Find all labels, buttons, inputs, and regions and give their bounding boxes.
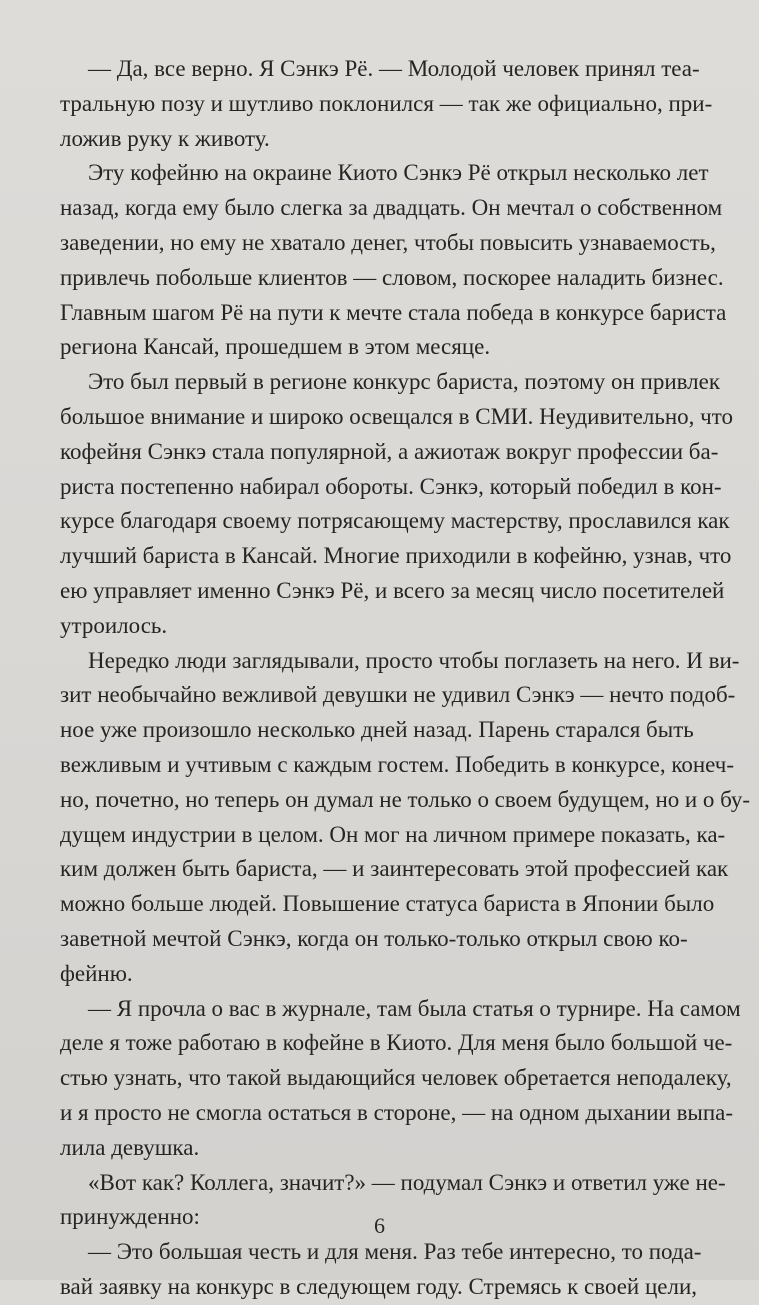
text-line: фейню.	[60, 960, 133, 986]
text-line: Нередко люди заглядывали, просто чтобы поглазеть на него. И ви-	[88, 647, 740, 673]
paragraph	[60, 156, 750, 365]
page-number: 6	[374, 1213, 385, 1238]
text-line: вежливым и учтивым с каждым гостем. Победить в конкурсе, конеч-	[60, 751, 734, 777]
text-line: региона Кансай, прошедшем в этом месяце.	[60, 334, 491, 360]
text-line: принужденно:	[60, 1204, 200, 1230]
text-line: Главным шагом Рё на пути к мечте стала победа в конкурсе бариста	[60, 299, 727, 325]
text-line: стью узнать, что такой выдающийся человек обретается неподалеку,	[60, 1065, 732, 1091]
text-line: риста постепенно набирал обороты. Сэнкэ, который победил в кон-	[60, 473, 722, 499]
text-line: — Это большая честь и для меня. Раз тебе интересно, то пода-	[88, 1239, 702, 1265]
text-line: лила девушка.	[60, 1134, 200, 1160]
text-line: лучший бариста в Кансай. Многие приходили в кофейню, узнав, что	[60, 543, 732, 569]
text-line: заветной мечтой Сэнкэ, когда он только-только открыл свою ко-	[60, 925, 688, 951]
text-line: утроилось.	[60, 612, 168, 638]
text-line: ное уже произошло несколько дней назад. Парень старался быть	[60, 717, 694, 743]
text-line: деле я тоже работаю в кофейне в Киото. Для меня было большой че-	[60, 1030, 733, 1056]
text-line: зит необычайно вежливой девушки не удивил Сэнкэ — нечто подоб-	[60, 682, 736, 708]
text-line: курсе благодаря своему потрясающему мастерству, прославился как	[60, 508, 730, 534]
text-line: дущем индустрии в целом. Он мог на личном примере показать, ка-	[60, 821, 726, 847]
text-line: Эту кофейню на окраине Киото Сэнкэ Рё открыл несколько лет	[88, 160, 709, 186]
text-line: заведении, но ему не хватало денег, чтобы повысить узнаваемость,	[60, 229, 716, 255]
text-line: ким должен быть бариста, — и заинтересовать этой профессией как	[60, 856, 729, 882]
paragraph	[60, 992, 750, 1166]
paragraph	[60, 644, 750, 992]
text-line: и я просто не смогла остаться в стороне, — на одном дыхании выпа-	[60, 1099, 734, 1125]
paragraph	[60, 52, 750, 156]
text-line: можно больше людей. Повышение статуса бариста в Японии было	[60, 891, 715, 917]
text-line: назад, когда ему было слегка за двадцать. Он мечтал о собственном	[60, 195, 723, 221]
text-line: «Вот как? Коллега, значит?» — подумал Сэнкэ и ответил уже не-	[88, 1169, 726, 1195]
text-line: кофейня Сэнкэ стала популярной, а ажиотаж вокруг профессии ба-	[60, 438, 719, 464]
text-line: привлечь побольше клиентов — словом, поскорее наладить бизнес.	[60, 264, 724, 290]
text-line: Это был первый в регионе конкурс бариста, поэтому он привлек	[88, 369, 721, 395]
text-line: — Я прочла о вас в журнале, там была статья о турнире. На самом	[88, 995, 741, 1021]
body-text	[60, 52, 750, 1305]
text-line: ложив руку к животу.	[60, 125, 270, 151]
text-line: но, почетно, но теперь он думал не только о своем будущем, но и о бу-	[60, 786, 751, 812]
text-line: тральную позу и шутливо поклонился — так же официально, при-	[60, 90, 713, 116]
text-line: — Да, все верно. Я Сэнкэ Рё. — Молодой человек принял теа-	[88, 56, 700, 81]
text-line: большое внимание и широко освещался в СМИ. Неудивительно, что	[60, 403, 733, 429]
text-line: ею управляет именно Сэнкэ Рё, и всего за месяц число посетителей	[60, 577, 725, 603]
paragraph	[60, 1235, 750, 1305]
paragraph	[60, 365, 750, 643]
text-line: вай заявку на конкурс в следующем году. Стремясь к своей цели,	[60, 1273, 698, 1299]
